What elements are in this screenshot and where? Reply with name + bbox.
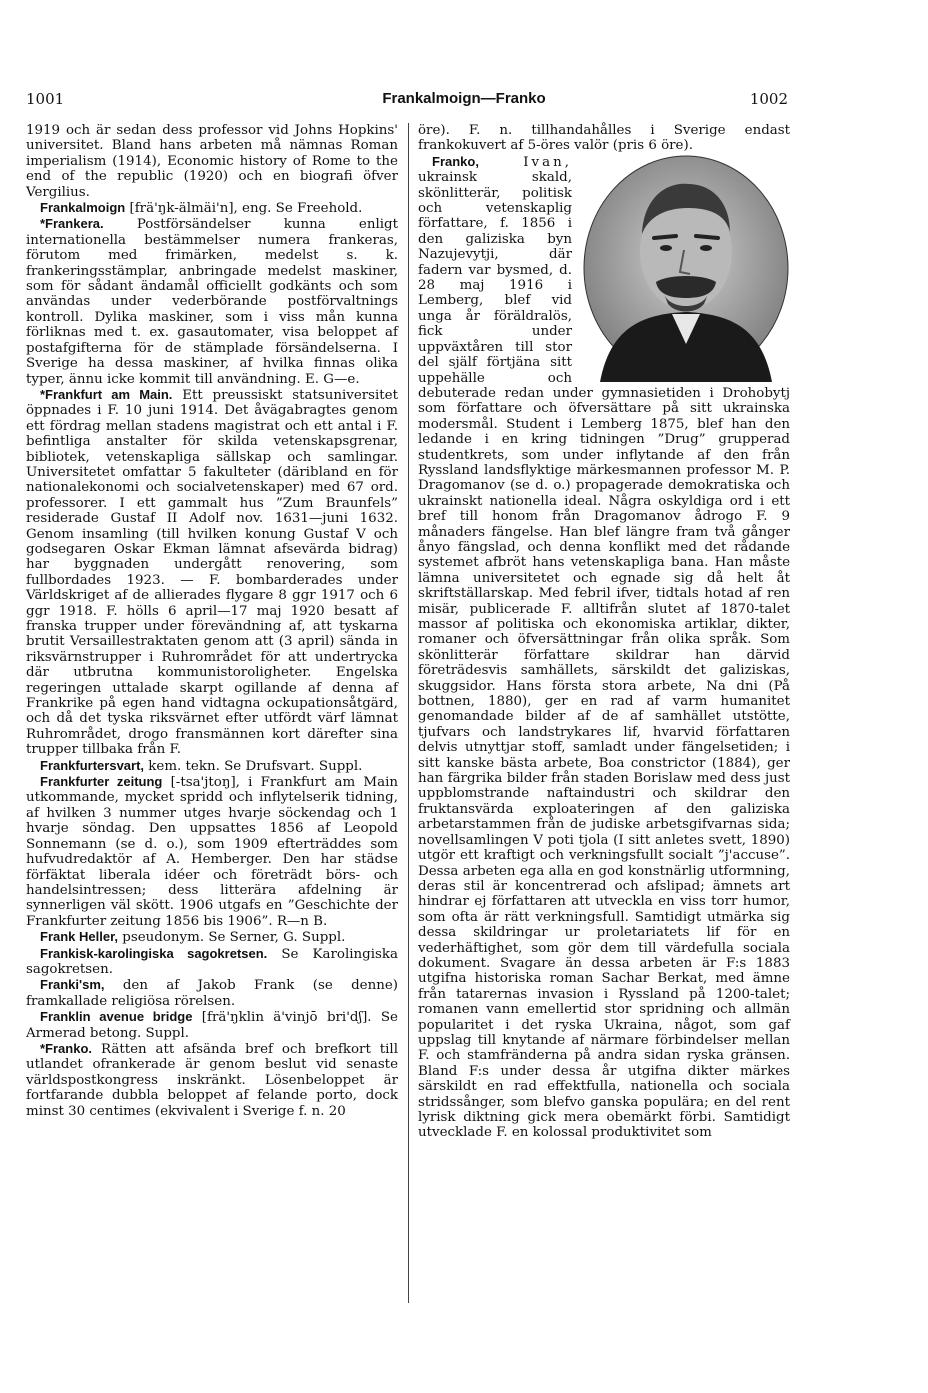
entry-headword: Frank Heller, (40, 929, 119, 945)
entry-frankfurtersvart: Frankfurtersvart, kem. tekn. Se Drufsvart. Suppl. (40, 757, 363, 774)
entry-headword: Franklin avenue bridge (40, 1009, 193, 1025)
entry-headword: *Franko. (40, 1040, 93, 1056)
left-page-number: 1001 (26, 90, 65, 108)
right-page-number: 1002 (749, 90, 788, 108)
running-title: Frankalmoign—Franko (382, 90, 546, 107)
entry-ivan-franko: Franko, Ivan, ukrainsk skald, skönlitterär, politisk och vetenskaplig författare, f. 1856 i den galiziska byn Nazujevytji, där fadern var bysmed, d. 28 maj 1916 i Lemberg, blef vid unga år föräldralös, fick under uppväxtåren till stor del själf förtjäna sitt uppehälle och debuterade redan under gymnasietiden i Drohobytj som författare och öfversättare på sitt ukrainska modersmål. Student i Lemberg 1875, blef han den ledande i en kring tidningen ”Drug” grupperad studentkrets, som under inflytande af den från Ryssland landsflyktige märkesmannen professor M. P. Dragomanov (se d. o.) propagerade demokratiska och ukrainskt nationella ideal. Några oskyldiga ord i ett bref till honom från Dragomanov ådrogo F. 9 månaders fängelse. Han blef längre fram två gånger ånyo fängslad, och denna konflikt med det rådande systemet afbröt hans vetenskapliga bana. Han måste lämna universitetet och egnade sig då helt åt skriftställarskap. Med febril ifver, tidtals hotad af ren misär, publicerade F. alltifrån slutet af 1870-talet massor af politiska och ekonomiska artiklar, dikter, romaner och öfversättningar från olika språk. Som skönlitterär författare skildrar han därvid företrädesvis samhällets, särskildt det galiziskas, skuggsidor. Hans första stora arbete, Na dni (På bottnen, 1880), ger en rad af varm humanitet genomandade bilder af de af samhället utstötte, tjufvars och landstrykares lif, hvarvid författaren delvis utnyttjar stoff, samladt under fängelsetiden; i sitt kanske bästa arbete, Boa constrictor (1884), ger han färgrika bilder från staden Borislaw med dess just uppblomstrande naftaindustri och skildrar den fruktansvärda exploateringen af den galiziska arbetarstammen från de judiske arbetsgifvarnas sida; novellsamlingen V poti tjola (I sitt anletes svett, 1890) utgör ett kraftigt och verkningsfullt socialt ”j'accuse”. Dessa arbeten ega alla en god konstnärlig utformning, deras stil är koncentrerad och afslipad; ämnets art hindrar ej författaren att utveckla en viss torr humor, som ofta är rätt verkningsfull. Samtidigt utmärka sig dessa skildringar ur proletariatets lif för en vederhäftighet, som gör dem till värdefulla sociala dokument. Svagare än dessa arbeten är F:s 1883 utgifna historiska roman Sachar Berkat, med ämne från tatarernas invasion i Ryssland på 1200-talet; romanen vann emellertid stor spridning och allmän popularitet i det ryska Ukraina, något, som gaf uppslag till knytande af närmare förbindelser mellan F. och stamfränderna på andra sidan ryska gränsen. Bland F:s under dessa år utgifna dikter märkes särskildt en rad effektfulla, nationella och sociala stridssånger, som blefvo ganska populära; en del rent lyrisk diktning gick mera obemärkt förbi. Samtidigt utvecklade F. en kolossal produktivitet som (418, 153, 790, 1141)
entry-given-name: Ivan, (478, 154, 572, 170)
entry-headword: *Frankera. (40, 216, 104, 232)
right-column (418, 123, 790, 1141)
left-column (26, 123, 398, 1119)
entry-headword: Frankisk-karolingiska sagokretsen. (40, 945, 268, 961)
entry-frankfurter-zeitung: Frankfurter zeitung [-tsa'jtoŋ], i Frankfurt am Main utkommande, mycket spridd och inflytelserik tidning, af hvilken 3 nummer utges hvarje söckendag och 1 hvarje söndag. Den uppsattes 1856 af Leopold Sonnemann (se d. o.), som 1909 efterträddes som hufvudredaktör af A. Hemberger. Den har städse förfäktat liberala idéer och företrädt börs- och handelsintressen; dess litterära afdelning är synnerligen väl skött. 1906 utgafs en ”Geschichte der Frankfurter zeitung 1856 bis 1906”. R—n B. (26, 774, 398, 929)
entry-frankfurt-am-main: *Frankfurt am Main. Ett preussiskt statsuniversitet öppnades i F. 10 juni 1914. Det åvägabragtes genom ett fördrag mellan stadens magistrat och ett antal i F. befintliga anstalter för skilda vetenskapsgrenar, bibliotek, vetenskapliga sällskap och samlingar. Universitetet omfattar 5 fakulteter (däribland en för nationalekonomi och socialvetenskaper) med 67 ord. professorer. I ett gammalt hus ”Zum Braunfels” residerade Gustaf II Adolf nov. 1631—juni 1632. Genom insamling (till hvilken konung Gustaf V och godsegaren Oskar Ekman lämnat afsevärda bidrag) har byggnaden undergått renovering, som fullbordades 1923. — F. bombarderades under Världskriget af de allierades flygare 8 ggr 1917 och 6 ggr 1918. F. hölls 6 april—17 maj 1920 besatt af franska trupper under förevändning af, att tyskarna brutit Versaillestraktaten genom att (3 april) sända in riksvärnstrupper i Ruhrområdet för att undertrycka där utbrutna kommunistoroligheter. Engelska regeringen uttalade skarpt ogillande af denna af Frankrike på egen hand vidtagna ockupationsåtgärd, och då det tyska riksvärnet efter utfördt värf lämnat Ruhrområdet, drogo fransmännen kort därefter sina trupper tillbaka från F. (26, 386, 398, 758)
entry-frankism: Franki'sm, den af Jakob Frank (se denne) framkallade religiösa rörelsen. (26, 977, 398, 1009)
entry-frankera: *Frankera. Postförsändelser kunna enligt internationella bestämmelser numera frankeras, förutom med frimärken, medelst s. k. frankeringsstämplar, anbringade medelst maskiner, som för sådant ändamål officiellt godkänts och som användas under vederbörande postförvaltnings kontroll. Dylika maskiner, som i viss mån kunna förliknas med t. ex. gasautomater, visa beloppet af postafgifterna för de stämplade försändelserna. I Sverige ha dessa maskiner, af hvilka finnas olika typer, ännu icke kommit till användning. E. G—e. (26, 216, 398, 387)
entry-headword: *Frankfurt am Main. (40, 386, 173, 402)
entry-frank-heller: Frank Heller, pseudonym. Se Serner, G. Suppl. (40, 929, 346, 946)
entry-franklin-avenue-bridge: Franklin avenue bridge [frä'ŋklin ä'vinjō bri'dʃ]. Se Armerad betong. Suppl. (26, 1009, 398, 1041)
entry-headword: Franki'sm, (40, 977, 105, 993)
entry-continuation: 1919 och är sedan dess professor vid Johns Hopkins' universitet. Bland hans arbeten må nämnas Roman imperialism (1914), Economic history of Rome to the end of the republic (1920) och en biografi öfver Vergilius. (26, 123, 398, 200)
portrait-illustration (580, 154, 792, 382)
entry-headword: Franko, (432, 153, 479, 169)
entry-frankalmoign: Frankalmoign [frä'ŋk-älmäi'n], eng. Se Freehold. (40, 200, 363, 217)
entry-headword: Frankfurtersvart, (40, 757, 145, 773)
entry-continuation: öre). F. n. tillhandahålles i Sverige endast frankokuvert af 5-öres valör (pris 6 öre). (418, 123, 790, 154)
entry-frankisk-karolingiska: Frankisk-karolingiska sagokretsen. Se Karolingiska sagokretsen. (26, 945, 398, 977)
portrait-photo (580, 154, 792, 382)
entry-headword: Frankfurter zeitung (40, 774, 163, 790)
entry-franko-postal: *Franko. Rätten att afsända bref och brefkort till utlandet ofrankerade är genom beslut vid senaste världspostkongress inskränkt. Lösenbeloppet är fortfarande dubbla beloppet af felande porto, dock minst 30 centimes (ekvivalent i Sverige f. n. 20 (26, 1040, 398, 1119)
column-divider (408, 123, 409, 1303)
entry-headword: Frankalmoign (40, 200, 126, 216)
